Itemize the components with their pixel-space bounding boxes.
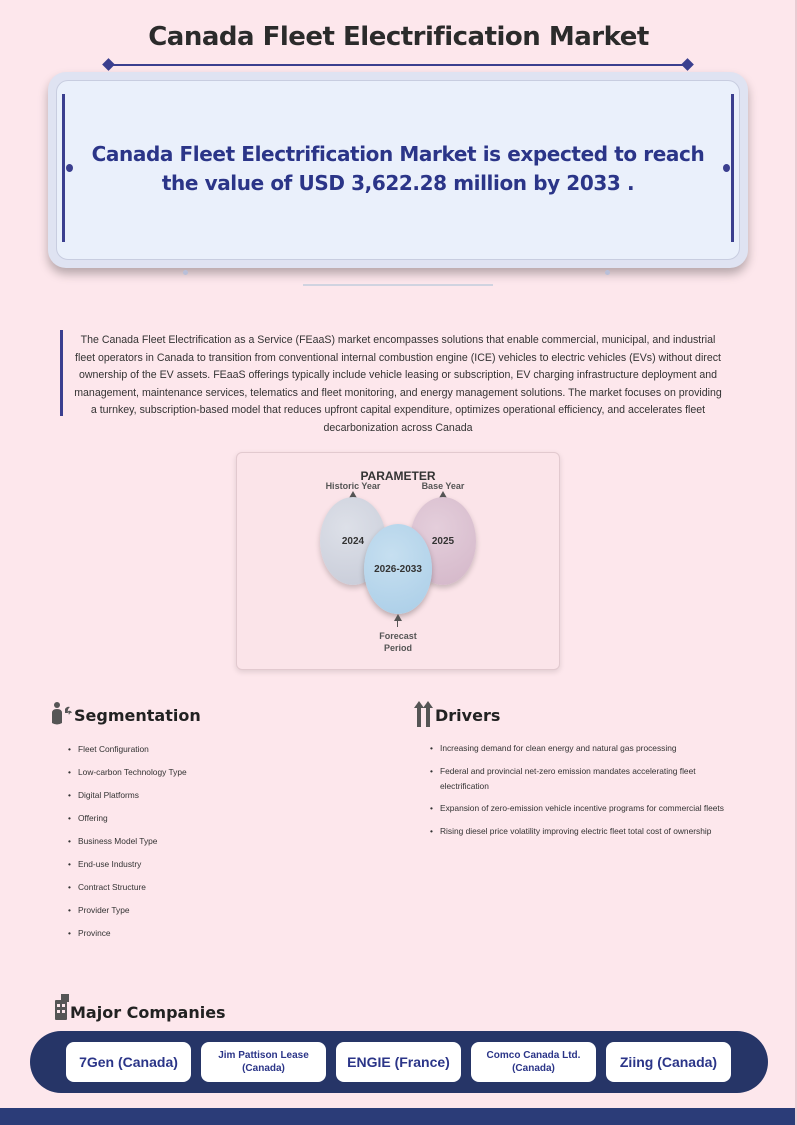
page-title: Canada Fleet Electrification Market xyxy=(148,22,649,52)
driver-item: • Increasing demand for clean energy and natural gas processing xyxy=(430,741,730,756)
driver-item: • Federal and provincial net-zero emission mandates accelerating fleet electrification xyxy=(430,764,730,794)
hero-shadow-dot-left xyxy=(183,270,188,275)
forecast-period-circle xyxy=(364,524,432,614)
hero-bar-left xyxy=(62,94,65,242)
hero-dot-left xyxy=(66,164,73,172)
segmentation-item: • Contract Structure xyxy=(68,882,368,905)
market-description: The Canada Fleet Electrification as a Service (FEaaS) market encompasses solutions that enable commercial, municipal, and industrial fleet operators in Canada to transition from conventional internal combustion engine (ICE) vehicles to electric vehicles (EVs) without direct ownership of the EV assets. FEaaS offerings typically include vehicle leasing or subscription, EV charging infrastructure deployment and management, maintenance services, telematics and fleet monitoring, and energy management solutions. The market focuses on providing a turnkey, subscription-based model that reduces upfront capital expenditure, optimizes operational efficiency, and accelerates fleet decarbonization across Canada xyxy=(74,334,722,434)
company-card: 7Gen (Canada) xyxy=(66,1042,191,1082)
hero-headline: Canada Fleet Electrification Market is expected to reach the value of USD 3,622.28 million by 2033 . xyxy=(91,142,705,195)
company-card: Ziing (Canada) xyxy=(606,1042,731,1082)
building-icon xyxy=(54,994,70,1020)
historic-year-label: Historic Year xyxy=(325,481,381,491)
divider-diamond-left xyxy=(102,58,115,71)
company-card: ENGIE (France) xyxy=(336,1042,461,1082)
hero-dot-right xyxy=(723,164,730,172)
segmentation-item: • Offering xyxy=(68,813,368,836)
forecast-arrow-stem xyxy=(397,620,398,627)
forecast-period-value: 2026-2033 xyxy=(374,563,422,575)
driver-item: • Rising diesel price volatility improving electric fleet total cost of ownership xyxy=(430,824,730,839)
segmentation-item: • Low-carbon Technology Type xyxy=(68,767,368,790)
hero-bar-right xyxy=(731,94,734,242)
segmentation-heading: Segmentation xyxy=(74,706,201,725)
segmentation-item: • Province xyxy=(68,928,368,951)
up-arrows-icon xyxy=(414,701,434,727)
companies-heading: Major Companies xyxy=(70,1003,226,1022)
title-divider xyxy=(108,64,688,66)
company-card: Comco Canada Ltd. (Canada) xyxy=(471,1042,596,1082)
company-card: Jim Pattison Lease (Canada) xyxy=(201,1042,326,1082)
hero-underline xyxy=(303,284,493,286)
historic-year-value: 2024 xyxy=(341,535,365,547)
forecast-arrow-icon xyxy=(394,614,402,621)
segmentation-item: • End-use Industry xyxy=(68,859,368,882)
description-accent-bar xyxy=(60,330,63,416)
hero-shadow-dot-right xyxy=(605,270,610,275)
forecast-period-label: Forecast Period xyxy=(379,631,417,653)
driver-item: • Expansion of zero-emission vehicle incentive programs for commercial fleets xyxy=(430,801,730,816)
divider-diamond-right xyxy=(681,58,694,71)
base-year-label: Base Year xyxy=(421,481,465,491)
people-icon xyxy=(50,701,74,727)
segmentation-item: • Digital Platforms xyxy=(68,790,368,813)
drivers-list xyxy=(430,741,730,847)
drivers-heading: Drivers xyxy=(435,706,501,725)
parameter-title: PARAMETER xyxy=(360,469,436,483)
segmentation-item: • Fleet Configuration xyxy=(68,744,368,767)
segmentation-list xyxy=(68,744,368,951)
segmentation-item: • Provider Type xyxy=(68,905,368,928)
segmentation-item: • Business Model Type xyxy=(68,836,368,859)
footer-bar xyxy=(0,1108,797,1125)
base-year-value: 2025 xyxy=(431,535,455,547)
